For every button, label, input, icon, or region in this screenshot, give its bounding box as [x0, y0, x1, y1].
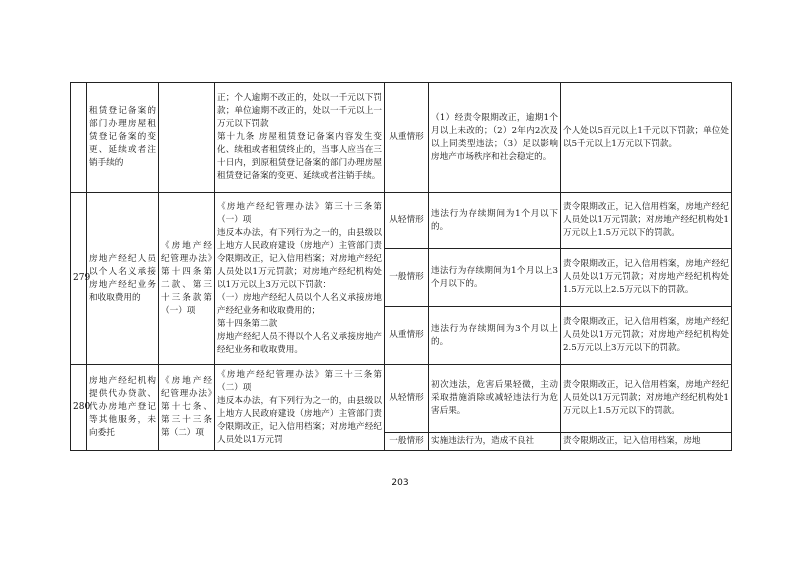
severity-level: 从重情形 [385, 83, 429, 193]
penalty-standard-table [70, 82, 732, 451]
law-text: 正；个人逾期不改正的，处以一千元以下罚款；单位逾期不改正的，处以一千元以上一万元以下罚款 第十九条 房屋租赁登记备案内容发生变化、续租或者租赁终止的，当事人应当在三十日内，到原租赁登记备案的部门办理房屋租赁登记备案的变更、延续或者注销手续。 [215, 83, 385, 193]
penalty-text: 责令限期改正，记入信用档案，房地产经纪人员处以1万元罚款；对房地产经纪机构处2.5万元以上3万元以下的罚款。 [561, 307, 732, 365]
penalty-text: 责令限期改正，记入信用档案，房地产经纪人员处以1万元罚款；对房地产经纪机构处1.5万元以上2.5万元以下的罚款。 [561, 249, 732, 307]
condition-text: 违法行为存续期间为1个月以下的。 [429, 193, 561, 249]
legal-basis: 《房地产经纪管理办法》第十四条第二款、第三十三条款第（一）项 [159, 193, 215, 365]
severity-level: 一般情形 [385, 249, 429, 307]
penalty-text: 责令限期改正，记入信用档案，房地产经纪人员处以1万元罚款；对房地产经纪机构处1万元以上1.5万元以下的罚款。 [561, 365, 732, 433]
violation-item: 房地产经纪机构提供代办贷款、代办房地产登记等其他服务，未向委托 [87, 365, 159, 451]
legal-basis: 《房地产经纪管理办法》第十七条、第三十三条第（二）项 [159, 365, 215, 451]
penalty-text: 责令限期改正，记入信用档案，房地 [561, 433, 732, 451]
table-row [71, 193, 732, 249]
condition-text: 违法行为存续期间为1个月以上3个月以下的。 [429, 249, 561, 307]
legal-basis [159, 83, 215, 193]
penalty-text: 责令限期改正，记入信用档案，房地产经纪人员处以1万元罚款；对房地产经纪机构处1万元以上1.5万元以下的罚款。 [561, 193, 732, 249]
row-number [71, 83, 87, 193]
law-text: 《房地产经纪管理办法》第三十三条第（一）项 违反本办法，有下列行为之一的，由县级以上地方人民政府建设（房地产）主管部门责令限期改正，记入信用档案；对房地产经纪人员处以1万元罚款；对房地产经纪机构处以1万元以上3万元以下罚款： （一）房地产经纪人员以个人名义承接房地产经纪业务和收取费用的； 第十四条第二款 房地产经纪人员不得以个人名义承接房地产经纪业务和收取费用。 [215, 193, 385, 365]
row-number: 280 [71, 365, 87, 451]
condition-text: 实施违法行为，造成不良社 [429, 433, 561, 451]
row-number: 279 [71, 193, 87, 365]
page-number: 203 [391, 478, 409, 488]
condition-text: 初次违法，危害后果轻微，主动采取措施消除或减轻违法行为危害后果。 [429, 365, 561, 433]
law-text: 《房地产经纪管理办法》第三十三条第（二）项 违反本办法，有下列行为之一的，由县级以上地方人民政府建设（房地产）主管部门责令限期改正，记入信用档案；对房地产经纪人员处以1万元罚 [215, 365, 385, 451]
severity-level: 从重情形 [385, 307, 429, 365]
violation-item: 租赁登记备案的部门办理房屋租赁登记备案的变更、延续或者注销手续的 [87, 83, 159, 193]
severity-level: 从轻情形 [385, 193, 429, 249]
table-row [71, 365, 732, 433]
condition-text: 违法行为存续期间为3个月以上的。 [429, 307, 561, 365]
severity-level: 一般情形 [385, 433, 429, 451]
condition-text: （1）经责令限期改正，逾期1个月以上未改的；（2）2年内2次及以上同类型违法；（3）足以影响房地产市场秩序和社会稳定的。 [429, 83, 561, 193]
penalty-text: 个人处以5百元以上1千元以下罚款；单位处以5千元以上1万元以下罚款。 [561, 83, 732, 193]
table-row [71, 83, 732, 193]
severity-level: 从轻情形 [385, 365, 429, 433]
violation-item: 房地产经纪人员以个人名义承接房地产经纪业务和收取费用的 [87, 193, 159, 365]
